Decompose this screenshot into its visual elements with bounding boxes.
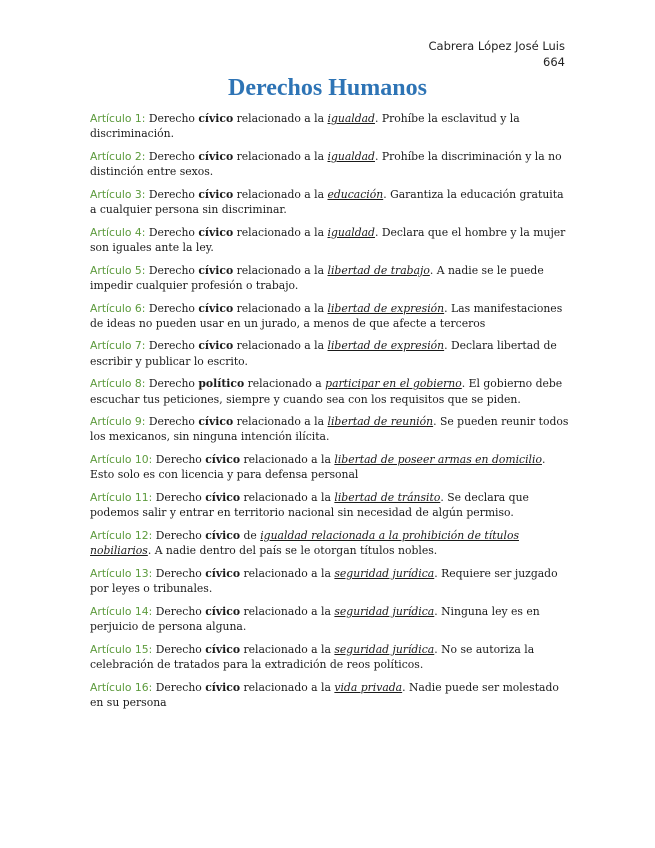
article-connector: relacionado a la [233, 263, 328, 277]
article-description: . Se declara que podemos salir y entrar en territorio nacional sin necesidad de algún permiso. [90, 491, 529, 520]
article-right-type: cívico [198, 339, 234, 353]
article-description: . Requiere ser juzgado por leyes o tribunales. [90, 566, 558, 596]
article-description: . Declara libertad de escribir y publicar lo escrito. [90, 339, 557, 368]
article-connector: relacionado a la [233, 112, 328, 125]
article-topic: igualdad [327, 149, 375, 163]
article-description: . Nadie puede ser molestado en su persona [90, 680, 559, 709]
article-label: Artículo 12: [90, 528, 153, 542]
article-label: Artículo 5: [90, 263, 146, 277]
article-right-type: cívico [198, 187, 234, 201]
article-description: . Prohíbe la esclavitud y la discriminación. [90, 112, 520, 141]
article-description: . No se autoriza la celebración de tratados para la extradición de reos políticos. [90, 642, 535, 671]
article-prefix: Derecho [155, 642, 206, 656]
article-paragraph [90, 263, 570, 293]
article-connector: relacionado a la [233, 339, 328, 353]
article-paragraph [90, 452, 570, 482]
article-paragraph [90, 225, 570, 255]
article-topic: libertad de poseer armas en domicilio [334, 453, 542, 467]
article-description: . Se pueden reunir todos los mexicanos, sin ninguna intención ilícita. [90, 415, 569, 444]
article-prefix: Derecho [148, 149, 199, 163]
article-label: Artículo 16: [90, 680, 153, 694]
article-prefix: Derecho [148, 377, 199, 391]
article-label: Artículo 15: [90, 642, 153, 656]
article-label: Artículo 7: [90, 339, 146, 353]
article-prefix: Derecho [148, 225, 199, 239]
document-title: Derechos Humanos [228, 75, 427, 101]
article-description: . A nadie dentro del país se le otorgan títulos nobles. [147, 544, 438, 558]
article-description: . Ninguna ley es en perjuicio de persona alguna. [90, 604, 540, 633]
article-label: Artículo 3: [90, 187, 146, 201]
article-description: . El gobierno debe escuchar tus peticiones, siempre y cuando sea con los requisitos que se piden. [90, 377, 563, 406]
article-topic: seguridad jurídica [334, 604, 435, 618]
student-number: 664 [543, 55, 565, 69]
article-paragraph [90, 490, 570, 520]
article-right-type: cívico [198, 263, 234, 277]
article-topic: seguridad jurídica [334, 566, 435, 580]
article-label: Artículo 4: [90, 225, 146, 239]
article-paragraph [90, 187, 570, 217]
article-paragraph [90, 149, 570, 179]
article-connector: relacionado a la [240, 642, 335, 656]
article-description: . Las manifestaciones de ideas no pueden usar en un jurado, a menos de que afecte a terceros [90, 301, 563, 330]
article-connector: relacionado a la [240, 453, 335, 467]
article-prefix: Derecho [148, 415, 199, 429]
article-description: . Declara que el hombre y la mujer son iguales ante la ley. [90, 225, 566, 254]
article-right-type: cívico [198, 149, 234, 163]
article-prefix: Derecho [155, 566, 206, 580]
articles-list [90, 111, 570, 718]
article-label: Artículo 10: [90, 453, 153, 467]
article-connector: relacionado a la [233, 225, 328, 239]
article-right-type: cívico [205, 604, 241, 618]
article-label: Artículo 14: [90, 604, 153, 618]
article-prefix: Derecho [155, 528, 206, 542]
article-label: Artículo 6: [90, 301, 146, 315]
article-paragraph [90, 301, 570, 331]
author-name: Cabrera López José Luis [428, 39, 565, 53]
article-topic: igualdad [327, 225, 375, 239]
article-description: . Garantiza la educación gratuita a cualquier persona sin discriminar. [90, 187, 564, 217]
article-topic: vida privada [334, 680, 403, 694]
article-topic: libertad de trabajo [327, 263, 430, 277]
article-label: Artículo 11: [90, 491, 153, 505]
article-topic: igualdad [327, 112, 375, 125]
article-paragraph [90, 566, 570, 596]
article-connector: relacionado a la [233, 415, 328, 429]
author-header [429, 38, 566, 70]
article-prefix: Derecho [155, 604, 206, 618]
article-connector: relacionado a la [240, 491, 335, 505]
article-paragraph [90, 376, 570, 406]
article-connector: relacionado a [244, 377, 326, 391]
article-prefix: Derecho [148, 187, 199, 201]
article-paragraph [90, 528, 570, 558]
article-right-type: cívico [205, 491, 241, 505]
article-prefix: Derecho [155, 680, 206, 694]
article-paragraph [90, 604, 570, 634]
article-right-type: cívico [205, 528, 241, 542]
article-prefix: Derecho [148, 112, 199, 125]
article-right-type: cívico [198, 112, 234, 125]
article-right-type: cívico [198, 225, 234, 239]
article-label: Artículo 2: [90, 149, 146, 163]
article-connector: relacionado a la [233, 301, 328, 315]
article-connector: relacionado a la [240, 680, 335, 694]
article-label: Artículo 1: [90, 112, 146, 125]
article-connector: relacionado a la [233, 187, 328, 201]
article-right-type: cívico [198, 415, 234, 429]
article-description: . Esto solo es con licencia y para defensa personal [90, 453, 546, 482]
article-topic: igualdad relacionada a la prohibición de títulos nobiliarios [90, 528, 519, 558]
article-label: Artículo 13: [90, 566, 153, 580]
article-right-type: cívico [205, 453, 241, 467]
article-right-type: cívico [205, 642, 241, 656]
article-right-type: político [198, 377, 245, 391]
article-label: Artículo 9: [90, 415, 146, 429]
article-topic: libertad de reunión [327, 415, 434, 429]
article-right-type: cívico [198, 301, 234, 315]
article-prefix: Derecho [155, 491, 206, 505]
article-connector: de [240, 528, 261, 542]
article-description: . A nadie se le puede impedir cualquier profesión o trabajo. [90, 263, 544, 292]
article-topic: libertad de tránsito [334, 491, 441, 505]
article-prefix: Derecho [148, 301, 199, 315]
article-topic: educación [327, 187, 384, 201]
article-paragraph [90, 111, 570, 141]
article-paragraph [90, 414, 570, 444]
article-paragraph [90, 680, 570, 710]
article-connector: relacionado a la [240, 604, 335, 618]
article-prefix: Derecho [148, 263, 199, 277]
article-description: . Prohíbe la discriminación y la no distinción entre sexos. [90, 149, 562, 179]
article-topic: participar en el gobierno [325, 377, 462, 391]
article-prefix: Derecho [155, 453, 206, 467]
article-topic: seguridad jurídica [334, 642, 435, 656]
article-right-type: cívico [205, 566, 241, 580]
article-right-type: cívico [205, 680, 241, 694]
article-paragraph [90, 642, 570, 672]
article-connector: relacionado a la [233, 149, 328, 163]
article-prefix: Derecho [148, 339, 199, 353]
article-label: Artículo 8: [90, 377, 146, 391]
article-connector: relacionado a la [240, 566, 335, 580]
article-topic: libertad de expresión [327, 301, 445, 315]
article-topic: libertad de expresión [327, 339, 445, 353]
article-paragraph [90, 338, 570, 368]
